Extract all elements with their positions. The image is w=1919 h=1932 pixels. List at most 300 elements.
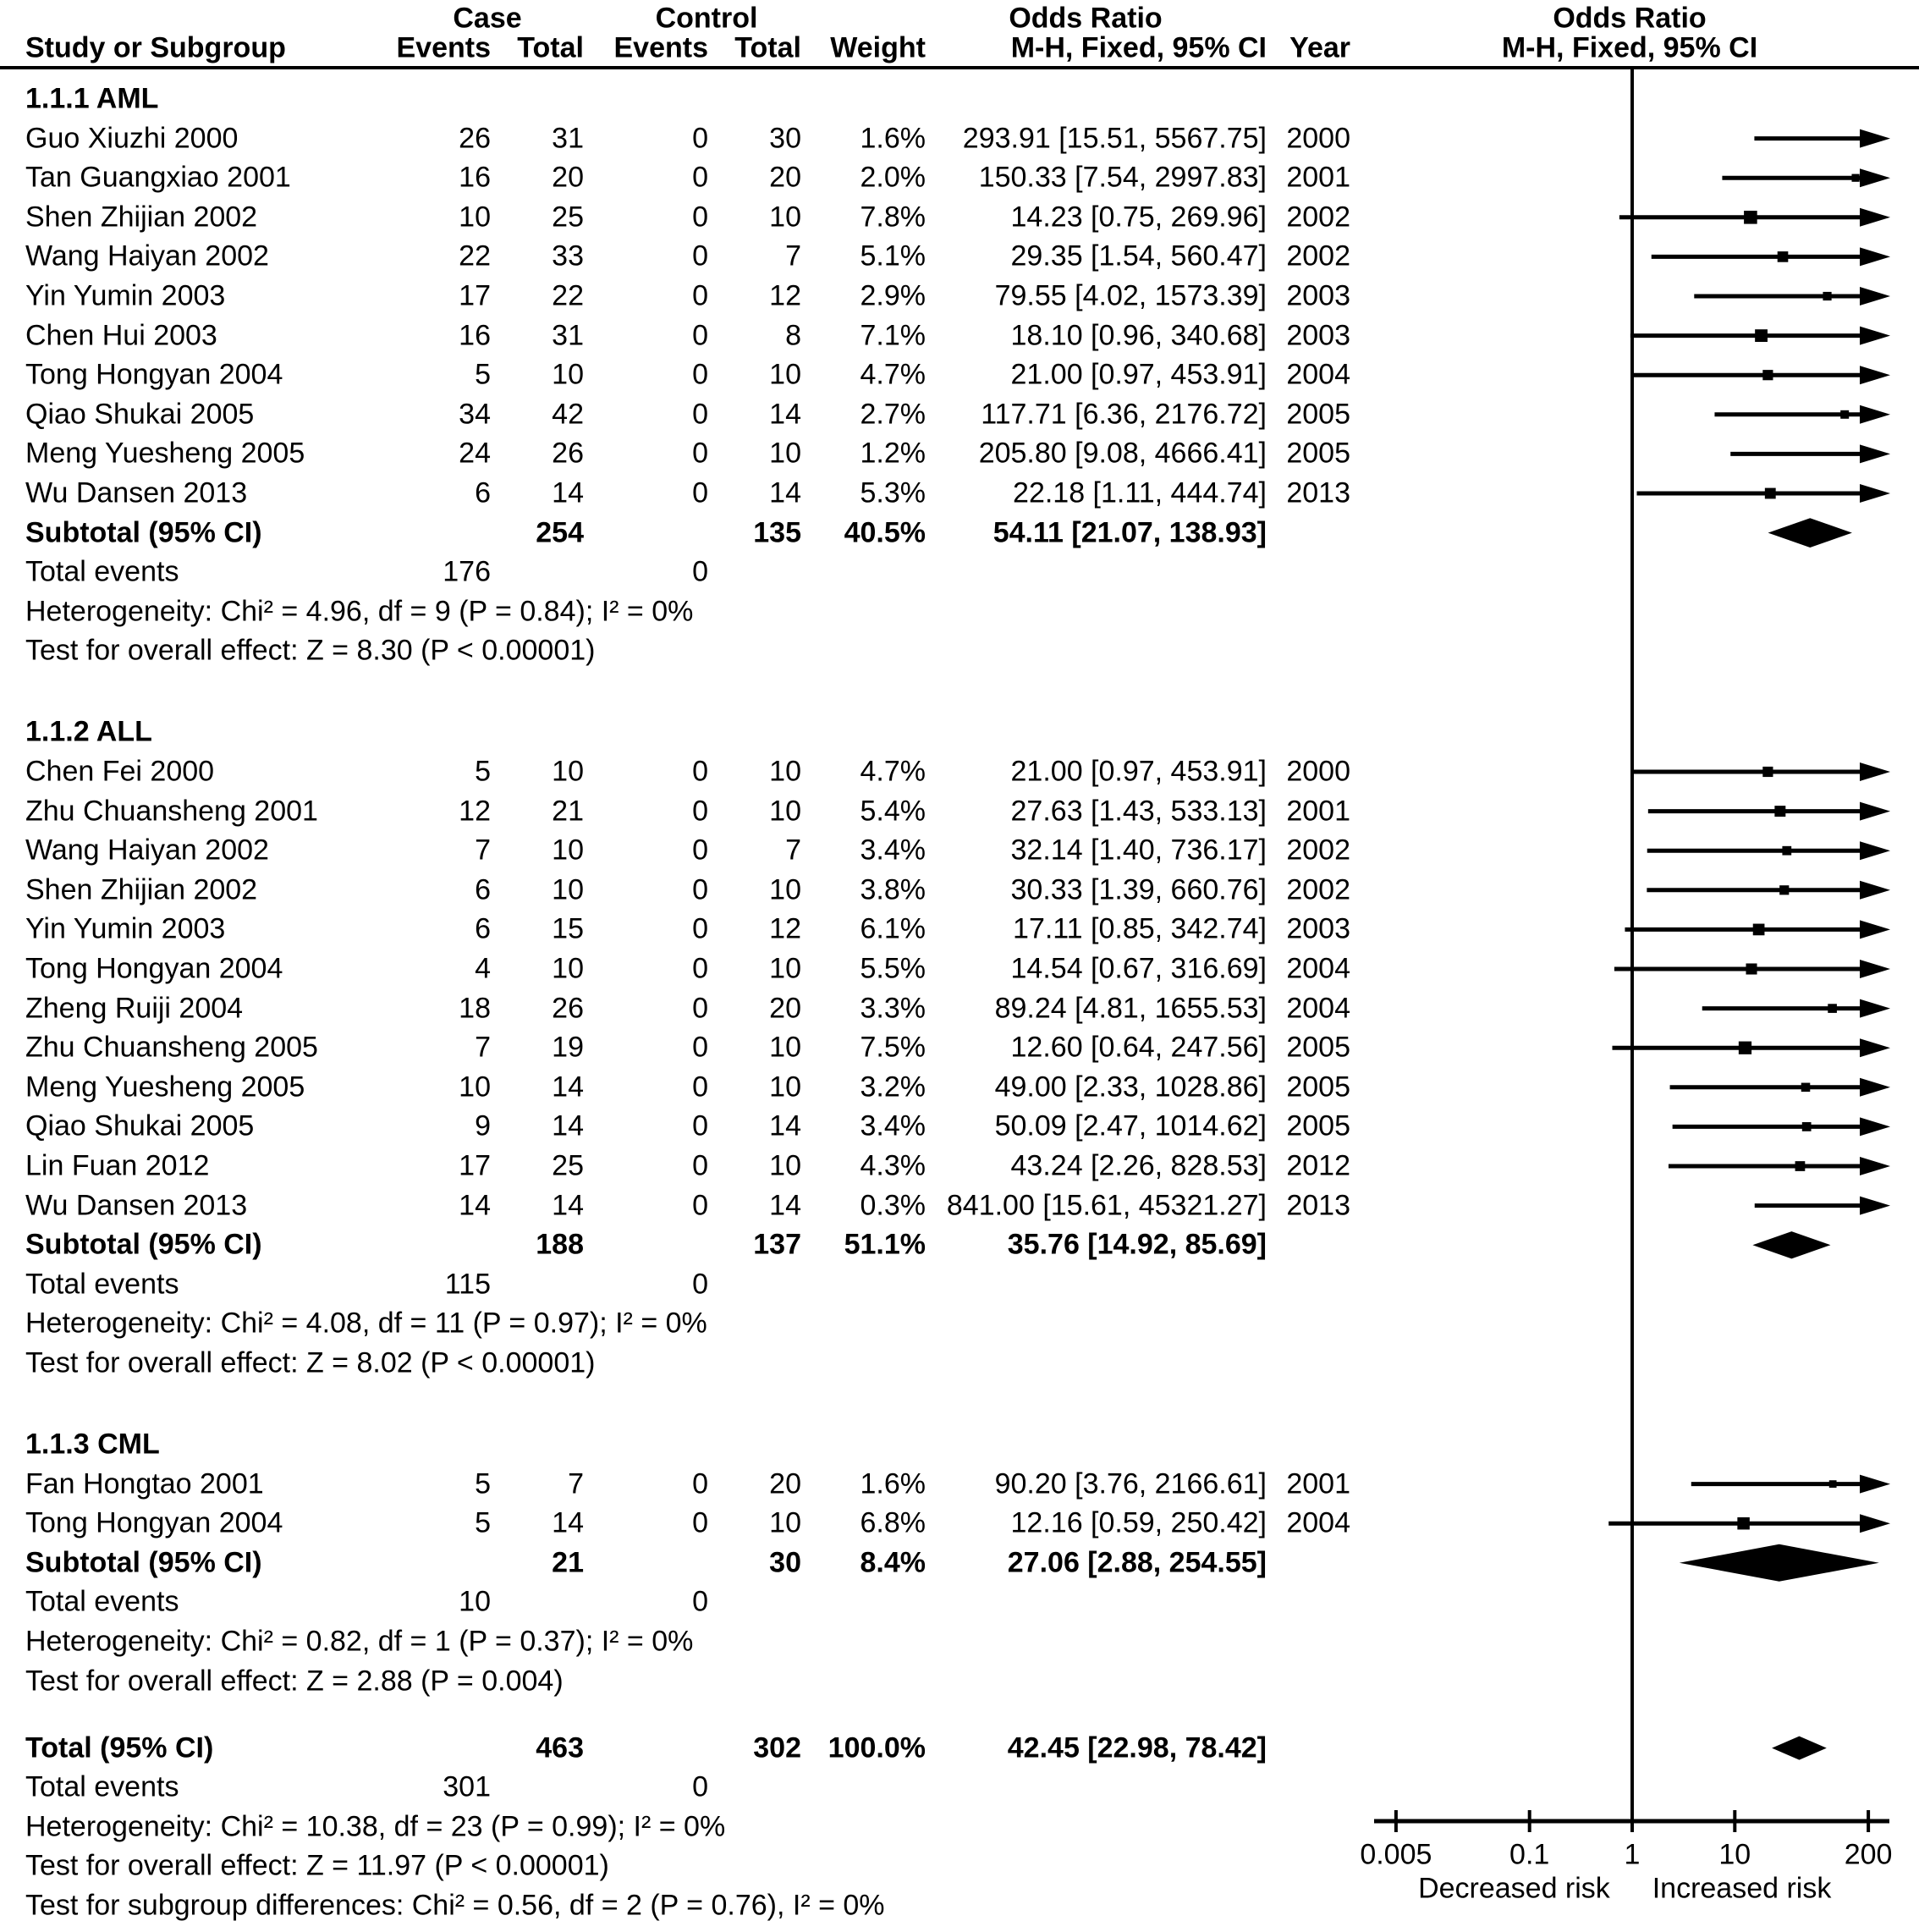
- increased-risk-label: Increased risk: [1652, 1872, 1832, 1905]
- control-total: 14: [769, 1109, 801, 1142]
- x-axis-tick-label: 10: [1718, 1838, 1751, 1871]
- control-events: 0: [692, 952, 708, 985]
- or-ci-text: 14.23 [0.75, 269.96]: [1010, 201, 1267, 234]
- point-estimate-square: [1753, 924, 1765, 936]
- control-total: 12: [769, 279, 801, 312]
- ci-arrowhead: [1860, 841, 1890, 860]
- or-ci-text: 205.80 [9.08, 4666.41]: [978, 437, 1267, 470]
- study-name: Qiao Shukai 2005: [25, 1109, 255, 1142]
- control-total: 20: [769, 1467, 801, 1500]
- weight-value: 7.1%: [860, 319, 926, 352]
- heterogeneity-text: Heterogeneity: Chi² = 0.82, df = 1 (P = 0.37); I² = 0%: [25, 1625, 694, 1658]
- subtotal-label: Subtotal (95% CI): [25, 1546, 262, 1579]
- study-name: Guo Xiuzhi 2000: [25, 122, 239, 155]
- control-events: 0: [692, 992, 708, 1025]
- ci-arrowhead: [1860, 405, 1890, 424]
- control-events: 0: [692, 398, 708, 431]
- case-events: 6: [475, 476, 491, 509]
- overall-effect-text: Test for overall effect: Z = 2.88 (P = 0.004): [25, 1665, 564, 1698]
- case-events-header: Events: [396, 31, 491, 64]
- case-total: 42: [552, 398, 584, 431]
- case-total: 7: [568, 1467, 584, 1500]
- point-estimate-square: [1801, 1083, 1811, 1093]
- total-events-control: 0: [692, 1585, 708, 1618]
- subtotal-label: Subtotal (95% CI): [25, 516, 262, 549]
- case-events: 7: [475, 1031, 491, 1064]
- subgroup-label: 1.1.1 AML: [25, 82, 159, 115]
- control-total: 10: [769, 201, 801, 234]
- case-total: 19: [552, 1031, 584, 1064]
- control-total: 14: [769, 398, 801, 431]
- year-value: 2002: [1286, 834, 1350, 867]
- weight-value: 4.7%: [860, 755, 926, 788]
- case-events: 22: [459, 239, 491, 272]
- total-events-label: Total events: [25, 555, 179, 588]
- ci-arrowhead: [1860, 247, 1890, 266]
- case-events: 14: [459, 1189, 491, 1222]
- year-value: 2005: [1286, 1071, 1350, 1104]
- or-ci-text: 18.10 [0.96, 340.68]: [1010, 319, 1267, 352]
- ci-arrowhead: [1860, 920, 1890, 938]
- point-estimate-square: [1778, 251, 1789, 262]
- or-ci-text: 89.24 [4.81, 1655.53]: [994, 992, 1267, 1025]
- point-estimate-square: [1779, 885, 1789, 894]
- decreased-risk-label: Decreased risk: [1418, 1872, 1610, 1905]
- study-name: Wu Dansen 2013: [25, 1189, 248, 1222]
- study-or-subgroup-header: Study or Subgroup: [25, 31, 286, 64]
- study-name: Meng Yuesheng 2005: [25, 1071, 305, 1104]
- subtotal-diamond: [1768, 518, 1852, 548]
- control-total: 20: [769, 161, 801, 194]
- odds-ratio-text-column-header: Odds Ratio: [1009, 2, 1163, 35]
- case-total: 10: [552, 358, 584, 391]
- subtotal-case-total: 21: [552, 1546, 584, 1579]
- or-ci-text: 22.18 [1.11, 444.74]: [1013, 476, 1267, 509]
- control-events: 0: [692, 873, 708, 906]
- weight-value: 7.8%: [860, 201, 926, 234]
- point-estimate-square: [1795, 1161, 1806, 1171]
- total-events-case: 115: [444, 1268, 491, 1301]
- x-axis-tick-label: 1: [1624, 1838, 1641, 1871]
- case-total: 10: [552, 834, 584, 867]
- year-value: 2005: [1286, 1031, 1350, 1064]
- case-events: 6: [475, 912, 491, 945]
- subtotal-case-total: 254: [536, 516, 584, 549]
- subtotal-control-total: 137: [753, 1228, 801, 1261]
- total-events-label: Total events: [25, 1770, 179, 1803]
- or-ci-text: 14.54 [0.67, 316.69]: [1010, 952, 1267, 985]
- weight-value: 6.1%: [860, 912, 926, 945]
- control-total: 10: [769, 952, 801, 985]
- x-axis-tick-label: 200: [1844, 1838, 1893, 1871]
- control-total: 10: [769, 1149, 801, 1182]
- year-value: 2013: [1286, 1189, 1350, 1222]
- or-ci-text: 32.14 [1.40, 736.17]: [1010, 834, 1267, 867]
- year-value: 2004: [1286, 992, 1350, 1025]
- control-total: 10: [769, 437, 801, 470]
- year-value: 2002: [1286, 873, 1350, 906]
- case-events: 5: [475, 1467, 491, 1500]
- case-events: 34: [459, 398, 491, 431]
- study-name: Yin Yumin 2003: [25, 279, 226, 312]
- weight-value: 3.4%: [860, 834, 926, 867]
- year-value: 2003: [1286, 319, 1350, 352]
- total-events-control: 0: [692, 1770, 708, 1803]
- control-total: 10: [769, 1506, 801, 1539]
- year-value: 2000: [1286, 122, 1350, 155]
- year-header: Year: [1289, 31, 1350, 64]
- weight-value: 3.8%: [860, 873, 926, 906]
- control-total: 7: [785, 834, 801, 867]
- or-ci-text: 29.35 [1.54, 560.47]: [1010, 239, 1267, 272]
- year-value: 2001: [1286, 1467, 1350, 1500]
- case-total: 14: [552, 1506, 584, 1539]
- case-events: 9: [475, 1109, 491, 1142]
- control-total: 30: [769, 122, 801, 155]
- case-total: 14: [552, 1109, 584, 1142]
- case-total: 22: [552, 279, 584, 312]
- control-events: 0: [692, 476, 708, 509]
- case-total: 20: [552, 161, 584, 194]
- control-events: 0: [692, 1149, 708, 1182]
- or-ci-text: 841.00 [15.61, 45321.27]: [946, 1189, 1267, 1222]
- subgroup-label: 1.1.2 ALL: [25, 715, 152, 748]
- case-events: 10: [459, 201, 491, 234]
- case-total: 14: [552, 1071, 584, 1104]
- ci-arrowhead: [1860, 168, 1890, 187]
- point-estimate-square: [1762, 370, 1773, 380]
- ci-arrowhead: [1860, 1117, 1890, 1136]
- study-name: Zhu Chuansheng 2001: [25, 795, 318, 828]
- or-ci-text: 21.00 [0.97, 453.91]: [1010, 755, 1267, 788]
- or-ci-text: 12.60 [0.64, 247.56]: [1010, 1031, 1267, 1064]
- subtotal-control-total: 30: [769, 1546, 801, 1579]
- x-axis-tick-label: 0.005: [1360, 1838, 1432, 1871]
- case-total: 15: [552, 912, 584, 945]
- control-total: 14: [769, 1189, 801, 1222]
- study-name: Tong Hongyan 2004: [25, 952, 283, 985]
- control-total: 10: [769, 795, 801, 828]
- weight-value: 2.7%: [860, 398, 926, 431]
- or-ci-text: 79.55 [4.02, 1573.39]: [994, 279, 1267, 312]
- or-ci-text: 21.00 [0.97, 453.91]: [1010, 358, 1267, 391]
- control-events: 0: [692, 1109, 708, 1142]
- study-name: Lin Fuan 2012: [25, 1149, 210, 1182]
- year-value: 2001: [1286, 795, 1350, 828]
- control-total: 10: [769, 358, 801, 391]
- subtotal-diamond: [1680, 1544, 1879, 1582]
- ci-arrowhead: [1860, 960, 1890, 978]
- control-total: 10: [769, 873, 801, 906]
- control-events: 0: [692, 1506, 708, 1539]
- point-estimate-square: [1802, 1122, 1812, 1131]
- or-ci-text: 27.63 [1.43, 533.13]: [1010, 795, 1267, 828]
- control-events-header: Events: [613, 31, 708, 64]
- case-total: 31: [552, 122, 584, 155]
- case-total: 33: [552, 239, 584, 272]
- subgroup-label: 1.1.3 CML: [25, 1428, 160, 1461]
- year-value: 2002: [1286, 239, 1350, 272]
- year-value: 2000: [1286, 755, 1350, 788]
- total-events-control: 0: [692, 555, 708, 588]
- study-name: Fan Hongtao 2001: [25, 1467, 264, 1500]
- case-events: 5: [475, 358, 491, 391]
- control-events: 0: [692, 319, 708, 352]
- point-estimate-square: [1828, 1004, 1837, 1013]
- case-events: 5: [475, 755, 491, 788]
- case-total: 21: [552, 795, 584, 828]
- study-name: Chen Fei 2000: [25, 755, 215, 788]
- case-total: 10: [552, 952, 584, 985]
- point-estimate-square: [1762, 767, 1773, 777]
- weight-value: 5.4%: [860, 795, 926, 828]
- year-value: 2003: [1286, 279, 1350, 312]
- subtotal-or-ci-text: 27.06 [2.88, 254.55]: [1007, 1546, 1267, 1579]
- subtotal-label: Subtotal (95% CI): [25, 1228, 262, 1261]
- case-total-header: Total: [517, 31, 584, 64]
- x-axis-tick-label: 0.1: [1509, 1838, 1550, 1871]
- control-total: 14: [769, 476, 801, 509]
- case-events: 10: [459, 1071, 491, 1104]
- year-value: 2004: [1286, 358, 1350, 391]
- point-estimate-square: [1823, 292, 1831, 300]
- total-events-control: 0: [692, 1268, 708, 1301]
- ci-arrowhead: [1860, 129, 1890, 148]
- weight-value: 2.0%: [860, 161, 926, 194]
- year-value: 2005: [1286, 437, 1350, 470]
- control-events: 0: [692, 755, 708, 788]
- case-total: 25: [552, 201, 584, 234]
- year-value: 2004: [1286, 952, 1350, 985]
- case-total: 31: [552, 319, 584, 352]
- heterogeneity-text: Heterogeneity: Chi² = 4.08, df = 11 (P = 0.97); I² = 0%: [25, 1307, 707, 1340]
- total-diamond: [1772, 1737, 1827, 1760]
- subtotal-or-ci-text: 35.76 [14.92, 85.69]: [1007, 1228, 1267, 1261]
- case-events: 16: [459, 161, 491, 194]
- case-total: 26: [552, 437, 584, 470]
- control-events: 0: [692, 1467, 708, 1500]
- study-name: Tan Guangxiao 2001: [25, 161, 291, 194]
- ci-arrowhead: [1860, 802, 1890, 821]
- case-total: 26: [552, 992, 584, 1025]
- total-case-total: 463: [536, 1731, 584, 1764]
- study-name: Zhu Chuansheng 2005: [25, 1031, 318, 1064]
- control-events: 0: [692, 1189, 708, 1222]
- or-ci-text: 30.33 [1.39, 660.76]: [1010, 873, 1267, 906]
- year-value: 2005: [1286, 1109, 1350, 1142]
- study-name: Meng Yuesheng 2005: [25, 437, 305, 470]
- or-ci-text: 293.91 [15.51, 5567.75]: [962, 122, 1267, 155]
- or-ci-text: 90.20 [3.76, 2166.61]: [994, 1467, 1267, 1500]
- subtotal-or-ci-text: 54.11 [21.07, 138.93]: [992, 516, 1267, 549]
- control-group-header: Control: [655, 2, 758, 35]
- weight-value: 6.8%: [860, 1506, 926, 1539]
- case-events: 12: [459, 795, 491, 828]
- ci-arrowhead: [1860, 287, 1890, 305]
- case-events: 26: [459, 122, 491, 155]
- ci-arrowhead: [1860, 1078, 1890, 1097]
- study-name: Wang Haiyan 2002: [25, 239, 269, 272]
- weight-value: 1.2%: [860, 437, 926, 470]
- overall-effect-text: Test for overall effect: Z = 8.30 (P < 0.00001): [25, 634, 596, 667]
- control-total: 10: [769, 755, 801, 788]
- mh-fixed-ci-text-header: M-H, Fixed, 95% CI: [1010, 31, 1267, 64]
- point-estimate-square: [1774, 806, 1785, 817]
- year-value: 2005: [1286, 398, 1350, 431]
- or-ci-text: 150.33 [7.54, 2997.83]: [978, 161, 1267, 194]
- ci-arrowhead: [1860, 881, 1890, 900]
- case-total: 10: [552, 755, 584, 788]
- ci-arrowhead: [1860, 1514, 1890, 1533]
- year-value: 2004: [1286, 1506, 1350, 1539]
- weight-value: 3.4%: [860, 1109, 926, 1142]
- study-name: Zheng Ruiji 2004: [25, 992, 244, 1025]
- year-value: 2002: [1286, 201, 1350, 234]
- control-events: 0: [692, 358, 708, 391]
- or-ci-text: 43.24 [2.26, 828.53]: [1010, 1149, 1267, 1182]
- case-events: 18: [459, 992, 491, 1025]
- control-events: 0: [692, 201, 708, 234]
- ci-arrowhead: [1860, 208, 1890, 227]
- subtotal-weight: 40.5%: [844, 516, 926, 549]
- year-value: 2003: [1286, 912, 1350, 945]
- subtotal-diamond: [1752, 1231, 1830, 1258]
- point-estimate-square: [1765, 488, 1776, 499]
- case-events: 6: [475, 873, 491, 906]
- case-total: 14: [552, 1189, 584, 1222]
- weight-value: 3.2%: [860, 1071, 926, 1104]
- weight-value: 7.5%: [860, 1031, 926, 1064]
- subtotal-control-total: 135: [753, 516, 801, 549]
- total-label: Total (95% CI): [25, 1731, 214, 1764]
- ci-arrowhead: [1860, 762, 1890, 781]
- total-heterogeneity-text: Heterogeneity: Chi² = 10.38, df = 23 (P = 0.99); I² = 0%: [25, 1810, 726, 1843]
- study-name: Yin Yumin 2003: [25, 912, 226, 945]
- weight-value: 1.6%: [860, 122, 926, 155]
- control-total: 10: [769, 1071, 801, 1104]
- weight-value: 1.6%: [860, 1467, 926, 1500]
- point-estimate-square: [1739, 1042, 1751, 1054]
- total-events-case: 10: [459, 1585, 491, 1618]
- study-name: Chen Hui 2003: [25, 319, 217, 352]
- control-total: 7: [785, 239, 801, 272]
- subtotal-weight: 51.1%: [844, 1228, 926, 1261]
- or-ci-text: 49.00 [2.33, 1028.86]: [994, 1071, 1267, 1104]
- case-group-header: Case: [453, 2, 522, 35]
- odds-ratio-plot-column-header: Odds Ratio: [1553, 2, 1707, 35]
- point-estimate-square: [1829, 1480, 1837, 1488]
- year-value: 2001: [1286, 161, 1350, 194]
- control-events: 0: [692, 1071, 708, 1104]
- weight-value: 4.3%: [860, 1149, 926, 1182]
- control-total: 10: [769, 1031, 801, 1064]
- ci-arrowhead: [1860, 484, 1890, 503]
- point-estimate-square: [1746, 963, 1757, 974]
- heterogeneity-text: Heterogeneity: Chi² = 4.96, df = 9 (P = 0.84); I² = 0%: [25, 595, 694, 628]
- study-name: Tong Hongyan 2004: [25, 358, 283, 391]
- total-control-total: 302: [753, 1731, 801, 1764]
- case-total: 10: [552, 873, 584, 906]
- study-name: Shen Zhijian 2002: [25, 873, 258, 906]
- year-value: 2013: [1286, 476, 1350, 509]
- case-events: 24: [459, 437, 491, 470]
- control-events: 0: [692, 834, 708, 867]
- point-estimate-square: [1755, 329, 1768, 342]
- total-events-case: 176: [443, 555, 491, 588]
- ci-arrowhead: [1860, 1157, 1890, 1175]
- overall-effect-text: Test for overall effect: Z = 8.02 (P < 0.00001): [25, 1346, 596, 1379]
- point-estimate-square: [1851, 174, 1859, 182]
- control-events: 0: [692, 437, 708, 470]
- total-events-label: Total events: [25, 1585, 179, 1618]
- case-events: 7: [475, 834, 491, 867]
- case-events: 16: [459, 319, 491, 352]
- control-total: 12: [769, 912, 801, 945]
- or-ci-text: 12.16 [0.59, 250.42]: [1010, 1506, 1267, 1539]
- study-name: Tong Hongyan 2004: [25, 1506, 283, 1539]
- total-weight: 100.0%: [828, 1731, 926, 1764]
- point-estimate-square: [1744, 211, 1757, 224]
- mh-fixed-ci-plot-header: M-H, Fixed, 95% CI: [1501, 31, 1758, 64]
- point-estimate-square: [1737, 1517, 1749, 1529]
- subtotal-weight: 8.4%: [860, 1546, 926, 1579]
- case-events: 17: [459, 279, 491, 312]
- point-estimate-square: [1840, 410, 1849, 419]
- weight-value: 2.9%: [860, 279, 926, 312]
- case-events: 17: [459, 1149, 491, 1182]
- ci-arrowhead: [1860, 366, 1890, 384]
- or-ci-text: 50.09 [2.47, 1014.62]: [994, 1109, 1267, 1142]
- total-events-label: Total events: [25, 1268, 179, 1301]
- weight-value: 4.7%: [860, 358, 926, 391]
- subgroup-differences-text: Test for subgroup differences: Chi² = 0.56, df = 2 (P = 0.76), I² = 0%: [25, 1889, 885, 1922]
- weight-value: 5.3%: [860, 476, 926, 509]
- control-events: 0: [692, 279, 708, 312]
- subtotal-case-total: 188: [536, 1228, 584, 1261]
- ci-arrowhead: [1860, 1197, 1890, 1215]
- point-estimate-square: [1782, 846, 1791, 856]
- weight-value: 3.3%: [860, 992, 926, 1025]
- ci-arrowhead: [1860, 1038, 1890, 1057]
- ci-arrowhead: [1860, 327, 1890, 345]
- control-events: 0: [692, 239, 708, 272]
- ci-arrowhead: [1860, 999, 1890, 1018]
- study-name: Shen Zhijian 2002: [25, 201, 258, 234]
- weight-value: 0.3%: [860, 1189, 926, 1222]
- or-ci-text: 117.71 [6.36, 2176.72]: [981, 398, 1267, 431]
- control-events: 0: [692, 795, 708, 828]
- case-total: 14: [552, 476, 584, 509]
- weight-value: 5.1%: [860, 239, 926, 272]
- weight-header: Weight: [830, 31, 926, 64]
- study-name: Wu Dansen 2013: [25, 476, 248, 509]
- total-or-ci-text: 42.45 [22.98, 78.42]: [1007, 1731, 1267, 1764]
- ci-arrowhead: [1860, 444, 1890, 463]
- or-ci-text: 17.11 [0.85, 342.74]: [1013, 912, 1267, 945]
- total-events-case: 301: [443, 1770, 491, 1803]
- weight-value: 5.5%: [860, 952, 926, 985]
- control-total: 8: [785, 319, 801, 352]
- control-total-header: Total: [734, 31, 801, 64]
- control-events: 0: [692, 122, 708, 155]
- ci-arrowhead: [1860, 1475, 1890, 1494]
- study-name: Qiao Shukai 2005: [25, 398, 255, 431]
- control-total: 20: [769, 992, 801, 1025]
- case-events: 4: [475, 952, 491, 985]
- total-overall-effect-text: Test for overall effect: Z = 11.97 (P < 0.00001): [25, 1849, 609, 1882]
- case-events: 5: [475, 1506, 491, 1539]
- study-name: Wang Haiyan 2002: [25, 834, 269, 867]
